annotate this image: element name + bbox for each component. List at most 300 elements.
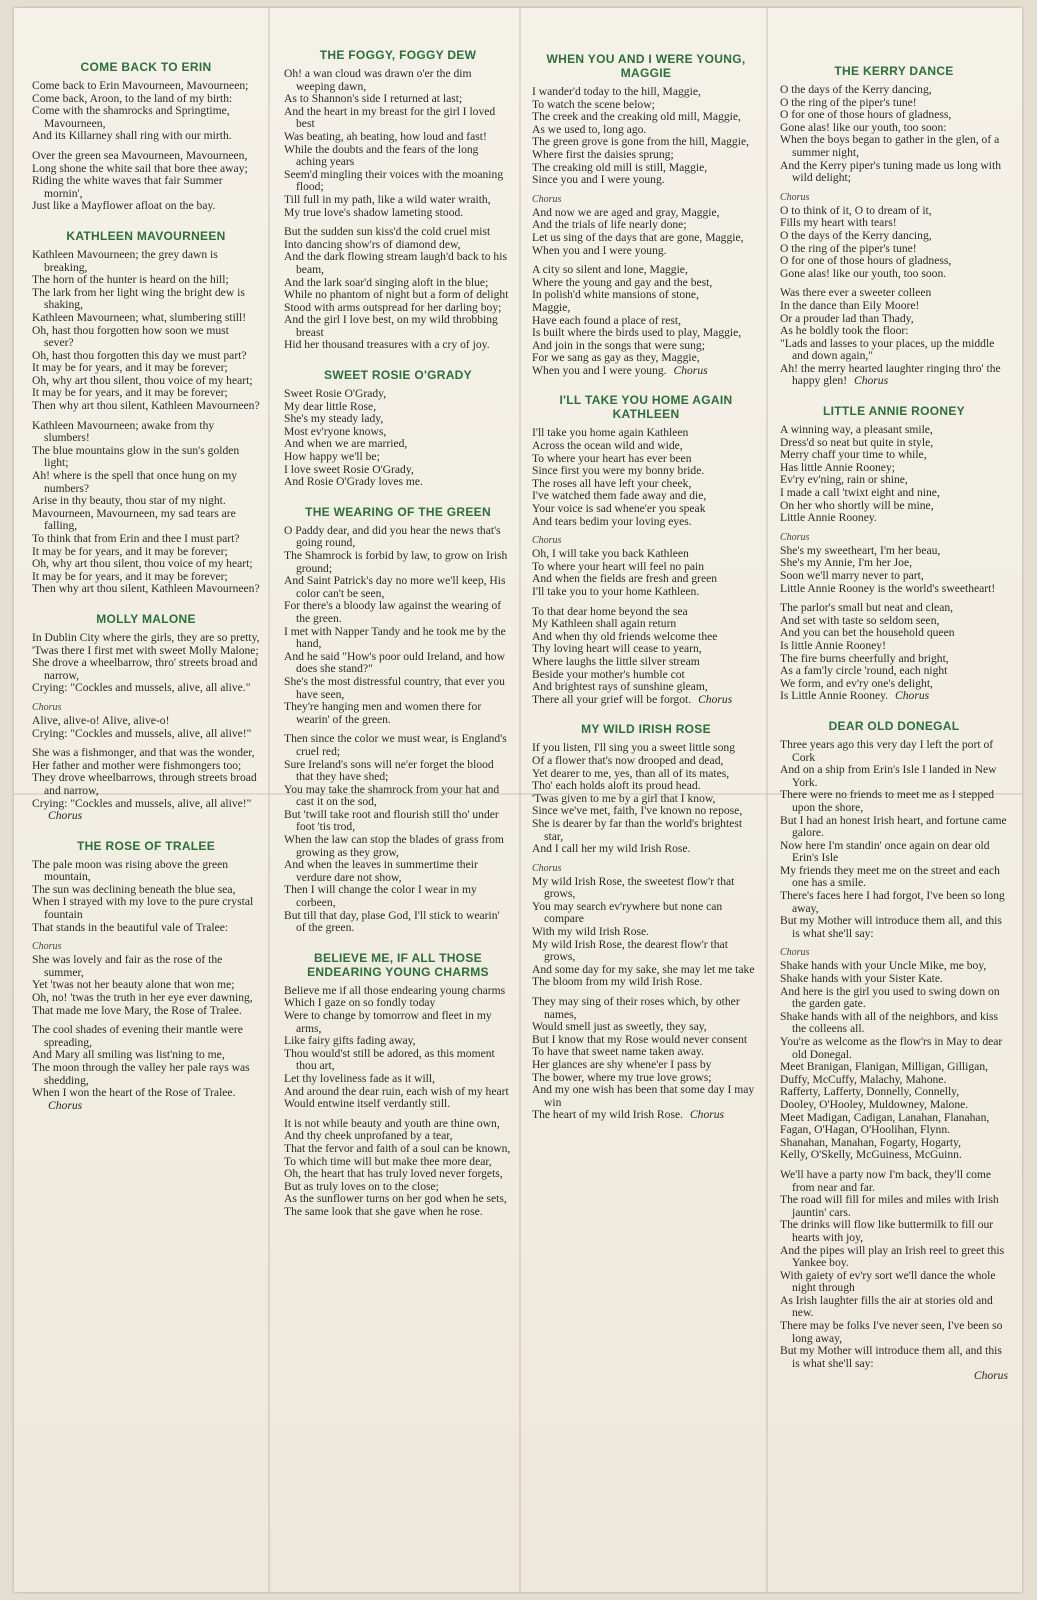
lyric-text: Oh, hast thou forgotten how soon we must sever? <box>32 323 229 350</box>
lyric-line <box>32 859 260 884</box>
lyric-line <box>284 575 512 600</box>
lyric-text: To where your heart will feel no pain <box>532 559 705 573</box>
lyric-text: And Saint Patrick's day no more we'll keep, His color can't be seen, <box>284 574 506 600</box>
lyric-text: Since we've met, faith, I've known no repose, <box>532 804 743 818</box>
lyric-text: Was there ever a sweeter colleen <box>780 286 932 300</box>
stanza <box>780 84 1008 185</box>
lyric-line <box>780 865 1008 890</box>
lyric-text: And the dark flowing stream laugh'd back to his beam, <box>284 250 507 276</box>
lyric-text: O the ring of the piper's tune! <box>780 241 917 255</box>
lyric-text: My dear little Rose, <box>284 399 377 413</box>
lyric-text: When you and I were young. <box>532 243 667 257</box>
lyric-text: My Kathleen shall again return <box>532 617 677 631</box>
lyric-line <box>532 365 760 378</box>
lyric-text: Meet Branigan, Flanigan, Milligan, Gilligan, <box>780 1060 989 1074</box>
lyric-text: But my Mother will introduce them all, and this is what she'll say: <box>780 914 1002 940</box>
lyric-line <box>32 249 260 274</box>
lyric-line <box>532 1084 760 1109</box>
lyric-text: It may be for years, and it may be forever; <box>32 544 228 558</box>
song-title: THE WEARING OF THE GREEN <box>305 504 491 519</box>
stanza <box>284 733 512 935</box>
lyric-text: I'll take you to your home Kathleen. <box>532 585 700 598</box>
song-title: I'LL TAKE YOU HOME AGAIN KATHLEEN <box>559 393 733 422</box>
lyric-text: And when we are married, <box>284 437 408 451</box>
lyric-text: Ah! the merry hearted laughter ringing thro' the happy glen! <box>780 361 1001 388</box>
lyric-line <box>284 859 512 884</box>
song-block <box>32 612 260 823</box>
stanza <box>284 68 512 219</box>
lyric-text: And on a ship from Erin's Isle I landed in New York. <box>780 763 997 789</box>
lyric-text: Shake hands with all of the neighbors, and kiss the colleens all. <box>780 1009 998 1036</box>
lyric-text: Long shone the white sail that bore thee away; <box>32 161 248 175</box>
lyric-line <box>284 144 512 169</box>
lyric-line <box>532 996 760 1021</box>
lyric-line <box>284 701 512 726</box>
lyric-text: Crying: "Cockles and mussels, alive, all alive!" <box>32 796 252 810</box>
lyric-line <box>32 682 260 695</box>
lyric-text: She's my sweetheart, I'm her beau, <box>780 543 941 557</box>
stanza <box>532 535 760 598</box>
lyric-line <box>32 200 260 213</box>
lyric-text: When you and I were young. <box>532 363 667 377</box>
lyric-text: Oh, the heart that has truly loved never forgets, <box>284 1167 503 1181</box>
lyric-text: She was lovely and fair as the rose of the summer, <box>32 953 223 979</box>
lyric-line <box>32 583 260 596</box>
lyric-text: And when thy old friends welcome thee <box>532 629 718 643</box>
song-title: THE FOGGY, FOGGY DEW <box>319 48 477 62</box>
lyric-text: When I won the heart of the Rose of Tralee. <box>32 1086 236 1100</box>
lyric-text: A city so silent and lone, Maggie, <box>532 263 688 277</box>
lyric-text: She's the most distressful country, that ever you have seen, <box>284 674 505 701</box>
lyric-line <box>532 694 760 707</box>
lyric-text: Since you and I were young. <box>532 173 665 187</box>
lyric-text: Where laughs the little silver stream <box>532 654 700 668</box>
lyric-text: The roses all have left your cheek, <box>532 476 692 490</box>
lyric-line <box>532 939 760 964</box>
lyric-text: And I call her my wild Irish Rose. <box>532 842 691 856</box>
lyric-text: Dress'd so neat but quite in style, <box>780 435 934 449</box>
fold-crease-vertical <box>268 8 270 1592</box>
lyric-text: Shanahan, Manahan, Fogarty, Hogarty, <box>780 1135 962 1149</box>
song-block <box>780 64 1008 388</box>
lyric-text: That the fervor and faith of a soul can be known, <box>284 1141 511 1155</box>
lyric-text: To watch the scene below; <box>532 97 655 111</box>
lyric-line <box>32 1005 260 1018</box>
lyric-text: Believe me if all those endearing young charms <box>284 983 506 997</box>
lyric-text: And join in the songs that were sung; <box>532 338 705 352</box>
lyric-text: Across the ocean wild and wide, <box>532 439 683 453</box>
lyric-text: Maggie, <box>532 300 571 314</box>
lyric-line <box>32 470 260 495</box>
lyric-line <box>284 884 512 909</box>
lyric-line <box>284 784 512 809</box>
lyric-text: Oh, hast thou forgotten this day we must part? <box>32 348 247 362</box>
song-block <box>780 719 1008 1383</box>
lyric-line <box>284 106 512 131</box>
lyric-text: For we sang as gay as they, Maggie, <box>532 351 700 365</box>
lyric-text: When I strayed with my love to the pure crystal fountain <box>32 895 254 922</box>
lyric-text: Dooley, O'Hooley, Muldowney, Malone. <box>780 1097 969 1111</box>
lyric-text: The fire burns cheerfully and bright, <box>780 651 949 665</box>
lyric-text: Just like a Mayflower afloat on the bay. <box>32 199 216 213</box>
lyric-text: Were to change by tomorrow and fleet in my arms, <box>284 1009 492 1035</box>
lyric-line <box>780 583 1008 596</box>
lyric-text: There's faces here I had forgot, I've been so long away, <box>780 889 1005 915</box>
stanza <box>780 287 1008 388</box>
lyric-line <box>780 1320 1008 1345</box>
lyric-text: A winning way, a pleasant smile, <box>780 423 933 437</box>
lyric-text: And when the fields are fresh and green <box>532 572 718 586</box>
stanza <box>284 388 512 489</box>
lyric-text: As he boldly took the floor: <box>780 324 909 338</box>
chorus-marker: Chorus <box>673 363 708 377</box>
lyric-text: As we used to, long ago. <box>532 122 647 136</box>
lyric-text: Over the green sea Mavourneen, Mavourneen, <box>32 148 248 162</box>
lyric-text: O for one of those hours of gladness, <box>780 108 952 122</box>
lyric-line <box>284 809 512 834</box>
song-title: WHEN YOU AND I WERE YOUNG, MAGGIE <box>546 52 746 80</box>
song-block <box>32 839 260 1113</box>
stanza <box>532 194 760 257</box>
lyric-text: For there's a bloody law against the wearing of the green. <box>284 599 502 625</box>
lyric-text: Merry chaff your time to while, <box>780 448 927 462</box>
lyric-line <box>532 1109 760 1122</box>
lyric-text: Where first the daisies sprung; <box>532 147 674 161</box>
song-block <box>532 393 760 706</box>
lyric-line <box>780 1149 1008 1162</box>
lyric-text: The parlor's small but neat and clean, <box>780 601 954 615</box>
lyric-text: In the dance than Eily Moore! <box>780 298 920 312</box>
lyric-text: Has little Annie Rooney; <box>780 460 895 474</box>
lyric-line <box>32 922 260 935</box>
stanza <box>284 1118 512 1219</box>
lyric-text: Would entwine itself verdantly still. <box>284 1097 451 1111</box>
song-title: MOLLY MALONE <box>96 611 196 626</box>
lyric-text: There all your grief will be forgot. <box>532 692 692 706</box>
lyric-text: In Dublin City where the girls, they are so pretty, <box>32 630 260 644</box>
lyric-text: Yet 'twas not her beauty alone that won me; <box>32 978 235 992</box>
lyric-text: But the sudden sun kiss'd the cold cruel mist <box>284 225 491 239</box>
lyric-text: We'll have a party now I'm back, they'll come from near and far. <box>780 1167 992 1194</box>
lyric-text: She drove a wheelbarrow, thro' streets broad and narrow, <box>32 656 258 682</box>
lyric-text: But I had an honest Irish heart, and fortune came galore. <box>780 813 1007 840</box>
lyric-text: And its Killarney shall ring with our mirth. <box>32 129 232 143</box>
lyric-text: "Lads and lasses to your places, up the middle and down again," <box>780 336 995 363</box>
lyric-text: The horn of the hunter is heard on the hill; <box>32 273 229 287</box>
song-title: DEAR OLD DONEGAL <box>828 718 960 733</box>
lyric-text: As a fam'ly circle 'round, each night <box>780 664 948 678</box>
stanza <box>532 427 760 528</box>
lyric-text: But till that day, plase God, I'll stick to wearin' of the green. <box>284 908 500 935</box>
stanza <box>532 742 760 855</box>
stanza <box>32 747 260 823</box>
lyric-line <box>284 550 512 575</box>
lyric-text: Thy loving heart will cease to yearn, <box>532 642 702 656</box>
lyric-text: My wild Irish Rose, the dearest flow'r that grows, <box>532 937 728 964</box>
lyric-line <box>284 251 512 276</box>
lyric-text: Duffy, McCuffy, Malachy, Mahone. <box>780 1072 947 1086</box>
lyric-text: You're as welcome as the flow'rs in May to dear old Donegal. <box>780 1035 1003 1061</box>
lyric-line <box>284 68 512 93</box>
stanza <box>32 632 260 695</box>
lyric-line <box>532 818 760 843</box>
lyric-text: When the boys began to gather in the glen, of a summer night, <box>780 133 1000 159</box>
lyric-text: She's my steady lady, <box>284 412 384 426</box>
lyric-text: While the doubts and the fears of the long aching years <box>284 142 479 169</box>
song-block <box>780 404 1008 703</box>
stanza <box>284 226 512 352</box>
lyric-line <box>284 910 512 935</box>
lyric-text: I wander'd today to the hill, Maggie, <box>532 85 701 98</box>
stanza <box>532 86 760 187</box>
lyric-text: Kathleen Mavourneen; awake from thy slumbers! <box>32 418 215 445</box>
lyric-text: They may sing of their roses which, by other names, <box>532 995 740 1021</box>
lyric-text: With gaiety of ev'ry sort we'll dance the whole night through <box>780 1268 996 1295</box>
lyric-text: And the lark soar'd singing aloft in the blue; <box>284 275 489 289</box>
lyric-text: Stood with arms outspread for her darling boy; <box>284 300 502 314</box>
lyric-line <box>780 1194 1008 1219</box>
lyric-text: 'Twas there I first met with sweet Molly Malone; <box>32 643 259 657</box>
lyric-text: My true love's shadow lameting stood. <box>284 205 464 219</box>
lyric-text: Is little Annie Rooney! <box>780 638 886 652</box>
lyric-line <box>32 325 260 350</box>
lyric-text: Have each found a place of rest, <box>532 313 682 327</box>
lyric-line <box>780 1345 1008 1370</box>
stanza <box>532 996 760 1122</box>
lyric-text: Oh, no! 'twas the truth in her eye ever dawning, <box>32 991 253 1005</box>
lyric-text: As to Shannon's side I returned at last; <box>284 92 463 106</box>
chorus-marker: Chorus <box>689 1108 725 1122</box>
lyric-line <box>532 976 760 989</box>
lyric-text: The sun was declining beneath the blue sea, <box>32 882 236 896</box>
lyric-text: Kelly, O'Skelly, McGuiness, McGuinn. <box>780 1148 962 1162</box>
lyric-text: And brightest rays of sunshine gleam, <box>532 680 708 694</box>
lyric-text: And the Kerry piper's tuning made us long with wild delight; <box>780 158 1002 185</box>
chorus-marker: Chorus <box>48 809 83 823</box>
lyric-text: Gone alas! like our youth, too soon. <box>780 266 947 280</box>
lyric-text: It may be for years, and it may be forever; <box>32 361 228 375</box>
lyric-text: Yet dearer to me, yes, than all of its mates, <box>532 766 730 780</box>
song-block <box>284 368 512 489</box>
lyric-text: Three years ago this very day I left the port of Cork <box>780 737 994 764</box>
lyric-text: I'll take you home again Kathleen <box>532 426 689 440</box>
lyric-text: But I know that my Rose would never consent <box>532 1032 748 1046</box>
lyric-text: Till full in my path, like a wild water wraith, <box>284 192 491 206</box>
lyric-text: It is not while beauty and youth are thine own, <box>284 1116 500 1130</box>
lyric-line <box>32 798 260 823</box>
lyric-text: Fills my heart with tears! <box>780 216 897 230</box>
stanza <box>780 192 1008 281</box>
column-4 <box>780 64 1008 1399</box>
lyric-text: But as truly loves on to the close; <box>284 1179 439 1193</box>
lyric-line <box>532 901 760 926</box>
lyric-line <box>780 134 1008 159</box>
lyric-line <box>284 476 512 489</box>
stanza <box>32 80 260 143</box>
lyric-text: Rafferty, Lafferty, Donnelly, Connelly, <box>780 1085 960 1099</box>
lyric-text: Alive, alive-o! Alive, alive-o! <box>32 713 170 727</box>
column-1 <box>32 60 260 1128</box>
lyric-line <box>32 657 260 682</box>
lyric-line <box>284 759 512 784</box>
stanza <box>780 1169 1008 1383</box>
lyric-line <box>284 207 512 220</box>
song-block <box>284 505 512 935</box>
lyric-text: Which I gaze on so fondly today <box>284 996 436 1010</box>
lyric-text: And the pipes will play an Irish reel to greet this Yankee boy. <box>780 1243 1005 1270</box>
song-title: BELIEVE ME, IF ALL THOSE ENDEARING YOUNG CHARMS <box>307 950 489 979</box>
lyric-line <box>32 1062 260 1087</box>
lyric-text: As the sunflower turns on her god when he sets, <box>284 1192 507 1206</box>
lyric-line <box>284 676 512 701</box>
lyric-text: Crying: "Cockles and mussels, alive, all alive." <box>32 681 251 695</box>
lyric-text: O the days of the Kerry dancing, <box>780 228 932 242</box>
song-title: SWEET ROSIE O'GRADY <box>324 368 472 383</box>
lyric-line <box>284 314 512 339</box>
lyric-text: The heart of my wild Irish Rose. <box>532 1108 684 1122</box>
song-block <box>284 48 512 352</box>
lyric-line <box>780 512 1008 525</box>
song-block <box>532 52 760 377</box>
lyric-line <box>780 268 1008 281</box>
lyric-line <box>532 245 760 258</box>
lyric-text: Shake hands with your Uncle Mike, me boy, <box>780 959 987 973</box>
lyric-line <box>780 915 1008 940</box>
lyric-line <box>780 789 1008 814</box>
lyric-text: Gone alas! like our youth, too soon: <box>780 120 947 134</box>
lyric-line <box>284 600 512 625</box>
lyric-text: The creaking old mill is still, Maggie, <box>532 160 708 174</box>
lyric-text: And here is the girl you used to swing down on the garden gate. <box>780 984 1000 1011</box>
lyric-text: The bloom from my wild Irish Rose. <box>532 975 703 989</box>
lyric-text: I met with Napper Tandy and he took me by the hand, <box>284 624 506 651</box>
lyric-line <box>780 363 1008 388</box>
lyric-text: Little Annie Rooney. <box>780 511 877 525</box>
lyric-text: The green grove is gone from the hill, Maggie, <box>532 135 749 149</box>
lyric-text: O the ring of the piper's tune! <box>780 95 917 109</box>
lyric-text: Little Annie Rooney is the world's sweetheart! <box>780 581 996 595</box>
lyric-line <box>780 1245 1008 1270</box>
stanza <box>32 249 260 413</box>
song-title: THE ROSE OF TRALEE <box>76 838 216 853</box>
chorus-label: Chorus <box>780 191 810 203</box>
lyric-line <box>32 175 260 200</box>
lyric-line <box>532 843 760 856</box>
lyric-text: Then I will change the color I wear in my corbeen, <box>284 883 477 910</box>
chorus-label: Chorus <box>532 193 562 205</box>
lyric-text: That stands in the beautiful vale of Tralee: <box>32 920 229 934</box>
lyric-line <box>284 1048 512 1073</box>
lyric-text: Her glances are shy whene'er I pass by <box>532 1058 712 1071</box>
chorus-label: Chorus <box>780 531 810 543</box>
lyric-text: Was beating, ah beating, how loud and fast! <box>284 129 487 143</box>
lyric-line <box>32 772 260 797</box>
lyric-text: Let thy loveliness fade as it will, <box>284 1071 436 1085</box>
chorus-label: Chorus <box>780 947 810 959</box>
lyric-text: Oh, why art thou silent, thou voice of my heart; <box>32 373 253 387</box>
stanza <box>32 150 260 213</box>
lyric-text: There may be folks I've never seen, I've been so long away, <box>780 1319 1003 1345</box>
lyric-line <box>780 1219 1008 1244</box>
lyric-line <box>284 525 512 550</box>
lyric-text: And you can bet the household queen <box>780 626 955 640</box>
lyric-text: There were no friends to meet me as I stepped upon the shore, <box>780 788 995 814</box>
lyric-text: And tears bedim your loving eyes. <box>532 514 692 528</box>
lyric-text: I made a call 'twixt eight and nine, <box>780 486 940 500</box>
lyric-line <box>780 739 1008 764</box>
fold-crease-vertical <box>766 8 768 1592</box>
stanza <box>780 424 1008 525</box>
lyric-text: And thy cheek unprofaned by a tear, <box>284 1129 453 1143</box>
lyric-text: Is built where the birds used to play, Maggie, <box>532 326 742 340</box>
lyric-line <box>32 1087 260 1112</box>
lyric-line <box>284 651 512 676</box>
lyric-line <box>32 508 260 533</box>
lyric-text: And now we are aged and gray, Maggie, <box>532 205 720 219</box>
lyric-text: Riding the white waves that fair Summer mornin', <box>32 174 223 200</box>
lyric-line <box>284 169 512 194</box>
lyric-text: Now here I'm standin' once again on dear old Erin's Isle <box>780 838 990 865</box>
lyric-text: Sweet Rosie O'Grady, <box>284 387 387 401</box>
lyric-text: Ah! where is the spell that once hung on my numbers? <box>32 469 238 495</box>
lyric-text: But 'twill take root and flourish still tho' under foot 'tis trod, <box>284 807 499 834</box>
lyric-text: Oh, why art thou silent, thou voice of my heart; <box>32 557 253 571</box>
song-title: THE KERRY DANCE <box>834 64 954 78</box>
chorus-label: Chorus <box>32 701 62 713</box>
lyric-text: It may be for years, and it may be forever; <box>32 569 228 583</box>
column-2 <box>284 48 512 1235</box>
lyric-text: Is Little Annie Rooney. <box>780 689 889 703</box>
lyric-text: The bower, where my true love grows; <box>532 1070 712 1084</box>
lyric-text: The road will fill for miles and miles with Irish jauntin' cars. <box>780 1193 999 1219</box>
lyric-text: Oh, I will take you back Kathleen <box>532 547 689 561</box>
lyric-text: And some day for my sake, she may let me take <box>532 962 755 976</box>
lyric-text: Into dancing show'rs of diamond dew, <box>284 237 461 251</box>
lyric-text: She is dearer by far than the world's brightest star, <box>532 816 743 843</box>
stanza <box>532 264 760 377</box>
lyric-text: You may search ev'rywhere but none can compare <box>532 899 723 926</box>
lyric-text: It may be for years, and it may be forever; <box>32 386 228 400</box>
stanza <box>32 1024 260 1112</box>
lyric-text: You may take the shamrock from your hat and cast it on the sod, <box>284 782 500 809</box>
stanza <box>32 941 260 1017</box>
lyric-line <box>32 105 260 130</box>
lyric-text: 'Twas given to me by a girl that I know, <box>532 791 716 805</box>
lyric-line <box>780 840 1008 865</box>
lyric-text: To which time will but make thee more dear, <box>284 1154 492 1168</box>
lyric-line <box>532 876 760 901</box>
lyric-text: Oh! a wan cloud was drawn o'er the dim weeping dawn, <box>284 67 472 93</box>
lyric-line <box>532 516 760 529</box>
lyric-text: My wild Irish Rose, the sweetest flow'r that grows, <box>532 874 735 901</box>
lyric-text: Seem'd mingling their voices with the moaning flood; <box>284 167 504 194</box>
lyric-text: Where the young and gay and the best, <box>532 275 713 289</box>
lyric-line <box>32 1024 260 1049</box>
lyric-line <box>780 160 1008 185</box>
lyric-text: The moon through the valley her pale rays was shedding, <box>32 1061 250 1087</box>
lyric-text: To think that from Erin and thee I must part? <box>32 532 240 545</box>
stanza <box>532 863 760 989</box>
lyric-text: And when the leaves in summertime their verdure dare not show, <box>284 858 478 884</box>
column-3 <box>532 52 760 1138</box>
lyric-text: Since first you were my bonny bride. <box>532 464 705 478</box>
lyric-text: To that dear home beyond the sea <box>532 604 688 618</box>
lyric-line <box>780 1169 1008 1194</box>
lyric-text: And the heart in my breast for the girl I loved best <box>284 104 496 131</box>
lyric-line <box>780 1011 1008 1036</box>
chorus-marker: Chorus <box>895 689 930 703</box>
lyric-text: Arise in thy beauty, thou star of my night. <box>32 494 226 508</box>
